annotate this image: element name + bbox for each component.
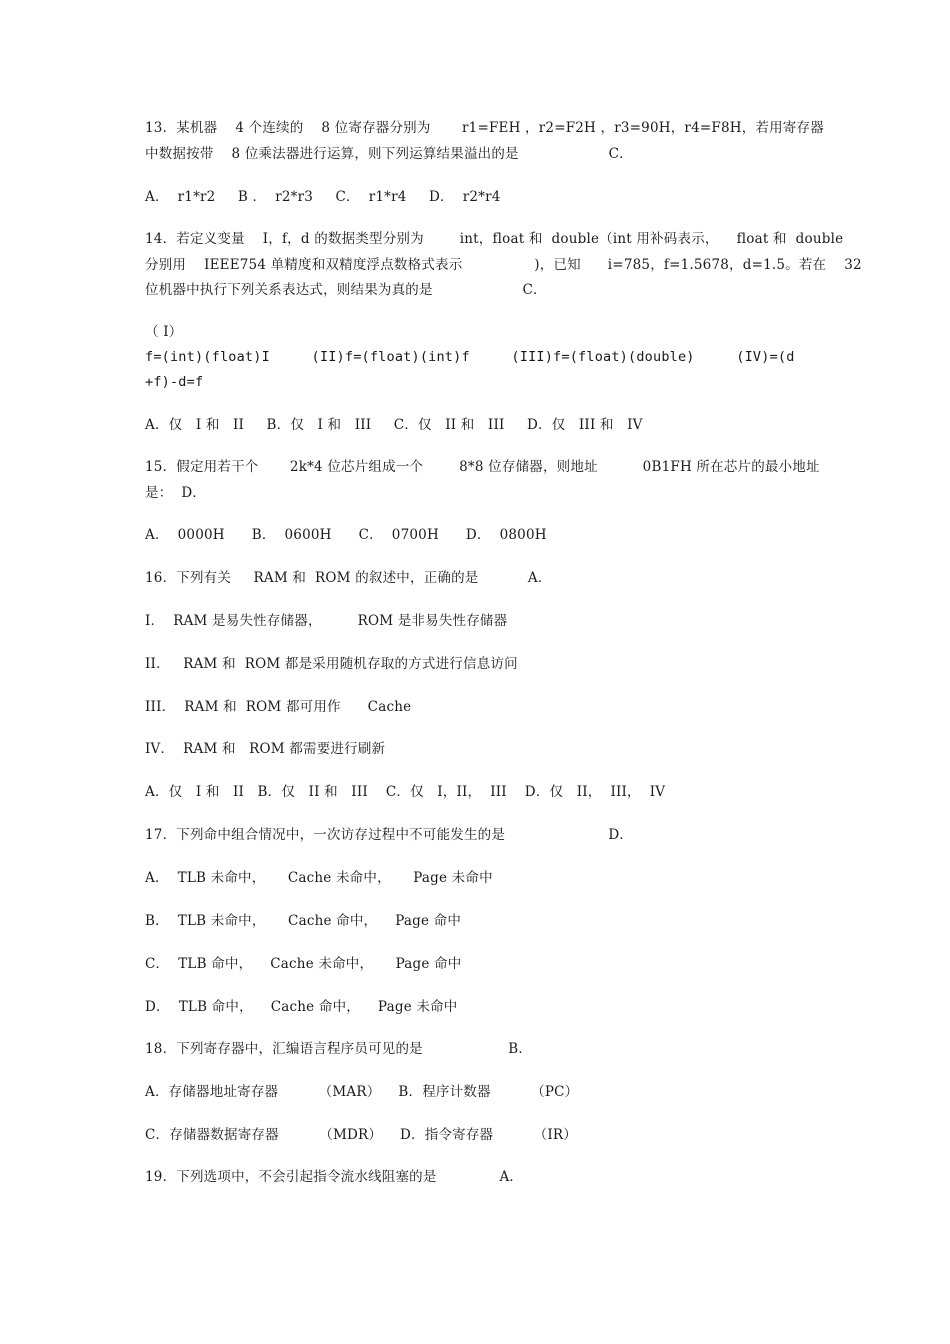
q13-stem-line-2: 中数据按带 8 位乘法器进行运算，则下列运算结果溢出的是 C． bbox=[145, 146, 633, 162]
q17-option-b: B． TLB 未命中， Cache 命中， Page 命中 bbox=[145, 913, 462, 929]
q17-option-a: A． TLB 未命中， Cache 未命中， Page 未命中 bbox=[145, 870, 493, 886]
q16-stem: 16．下列有关 RAM 和 ROM 的叙述中，正确的是 A． bbox=[145, 570, 552, 586]
q17-option-d: D． TLB 命中， Cache 命中， Page 未命中 bbox=[145, 999, 458, 1015]
q14-options: A．仅 I 和 II B．仅 I 和 III C．仅 II 和 III D．仅 III 和 IV bbox=[145, 417, 643, 433]
q18-options-ab: A．存储器地址寄存器 （MAR） B．程序计数器 （PC） bbox=[145, 1084, 579, 1100]
q17-option-c: C． TLB 命中， Cache 未命中， Page 命中 bbox=[145, 956, 462, 972]
q13-options: A． r1*r2 B ． r2*r3 C． r1*r4 D． r2*r4 bbox=[145, 189, 501, 205]
q16-statement-3: III． RAM 和 ROM 都可用作 Cache bbox=[145, 699, 412, 715]
q16-statement-2: II． RAM 和 ROM 都是采用随机存取的方式进行信息访问 bbox=[145, 656, 518, 672]
q15-options: A． 0000H B． 0600H C． 0700H D． 0800H bbox=[145, 527, 547, 543]
q14-expr-line-1: f=(int)(float)I (II)f=(float)(int)f (III)f=(float)(double) (IV)=(d bbox=[145, 349, 795, 365]
q16-statement-1: I． RAM 是易失性存储器， ROM 是非易失性存储器 bbox=[145, 613, 508, 629]
q18-options-cd: C．存储器数据寄存器 （MDR） D．指令寄存器 （IR） bbox=[145, 1127, 577, 1143]
q14-expr-label: （ I） bbox=[145, 324, 183, 340]
q18-stem: 18．下列寄存器中，汇编语言程序员可见的是 B． bbox=[145, 1041, 533, 1057]
q16-options: A．仅 I 和 II B．仅 II 和 III C．仅 I，II， III D．仅 II， III， IV bbox=[145, 784, 666, 800]
q19-stem: 19．下列选项中，不会引起指令流水线阻塞的是 A． bbox=[145, 1169, 524, 1185]
q14-expr-line-2: +f)-d=f bbox=[145, 374, 204, 390]
q14-stem-line-2: 分别用 IEEE754 单精度和双精度浮点数格式表示 )，已知 i=785，f=1.5678，d=1.5。若在 32 bbox=[145, 257, 862, 273]
q16-statement-4: IV． RAM 和 ROM 都需要进行刷新 bbox=[145, 741, 386, 757]
q15-stem-line-2: 是： D． bbox=[145, 485, 207, 501]
q13-stem-line-1: 13．某机器 4 个连续的 8 位寄存器分别为 r1=FEH ，r2=F2H ，r3=90H，r4=F8H，若用寄存器 bbox=[145, 120, 824, 136]
q14-stem-line-3: 位机器中执行下列关系表达式，则结果为真的是 C． bbox=[145, 282, 547, 298]
q14-stem-line-1: 14．若定义变量 I，f，d 的数据类型分别为 int，float 和 double（int 用补码表示， float 和 double bbox=[145, 231, 844, 247]
q15-stem-line-1: 15．假定用若干个 2k*4 位芯片组成一个 8*8 位存储器，则地址 0B1FH 所在芯片的最小地址 bbox=[145, 459, 820, 475]
q17-stem: 17．下列命中组合情况中，一次访存过程中不可能发生的是 D． bbox=[145, 827, 634, 843]
